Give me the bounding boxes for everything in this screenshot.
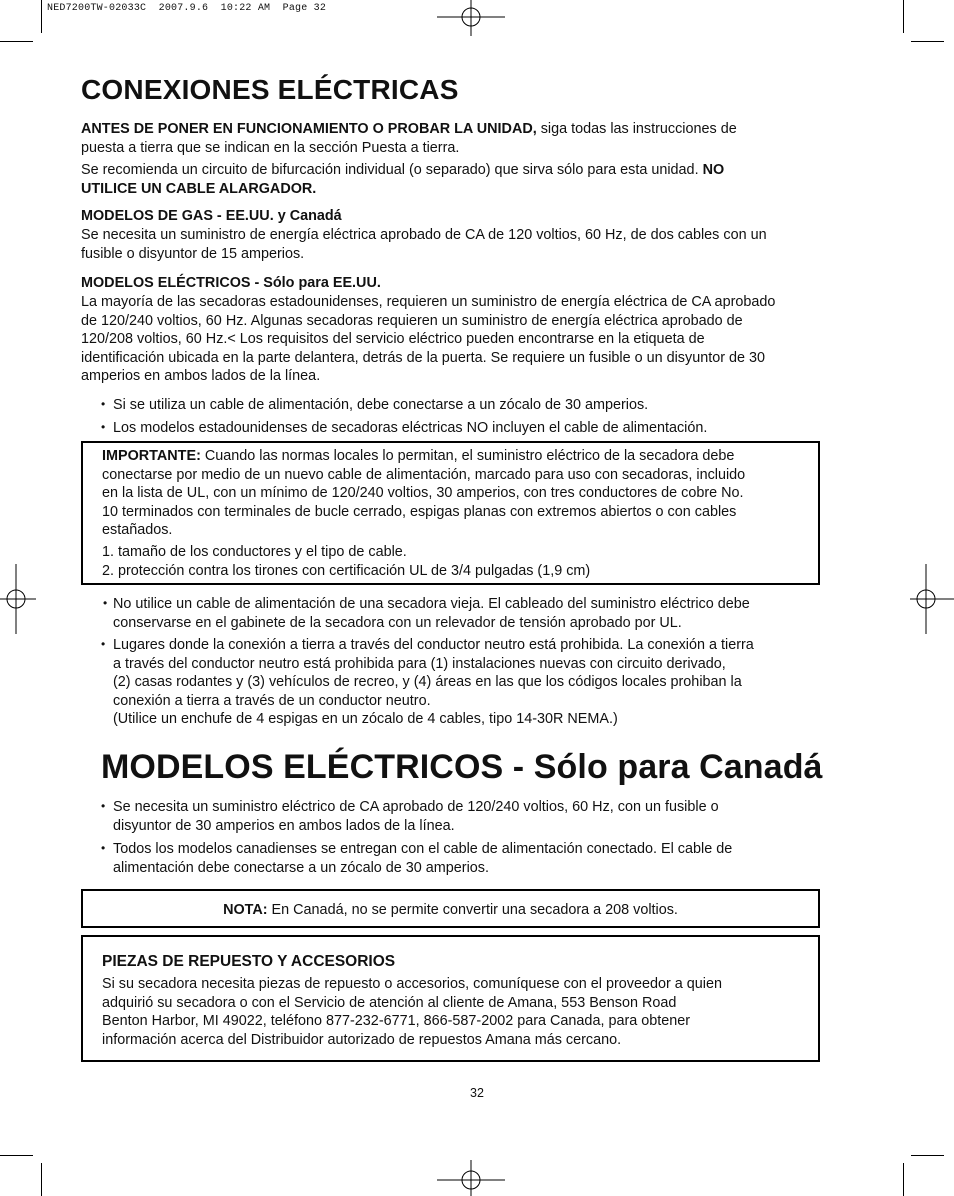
electric-us-line: La mayoría de las secadoras estadounidenses, requieren un suministro de energía eléctrica de CA aprobado — [81, 294, 776, 310]
bullet-text: Los modelos estadounidenses de secadoras eléctricas NO incluyen el cable de alimentación. — [113, 420, 708, 436]
intro-line2: puesta a tierra que se indican en la sección Puesta a tierra. — [81, 139, 460, 156]
circuit-paragraph — [81, 161, 821, 198]
electric-us-line: de 120/240 voltios, 60 Hz. Algunas secadoras requieren un suministro de energía eléctrica aprobado de — [81, 312, 743, 329]
registration-target-top — [437, 0, 505, 36]
important-line: estañados. — [102, 522, 173, 539]
bullet-text: disyuntor de 30 amperios en ambos lados de la línea. — [113, 817, 455, 834]
bullet-marker: • — [101, 420, 106, 434]
bullet-marker: • — [101, 397, 106, 411]
gas-models-heading: MODELOS DE GAS - EE.UU. y Canadá — [81, 208, 342, 224]
important-line: conectarse por medio de un nuevo cable de alimentación, marcado para uso con secadoras, incluido — [102, 466, 746, 483]
important-line: en la lista de UL, con un mínimo de 120/240 voltios, 30 amperios, con tres conductores de cobre No. — [102, 485, 744, 502]
registration-target-right — [910, 564, 954, 634]
bullet-item — [101, 840, 833, 877]
bullet-marker: • — [101, 799, 106, 813]
intro-bold: ANTES DE PONER EN FUNCIONAMIENTO O PROBAR LA UNIDAD, — [81, 121, 537, 137]
bullet-text: Si se utiliza un cable de alimentación, debe conectarse a un zócalo de 30 amperios. — [113, 397, 649, 413]
gas-line1: Se necesita un suministro de energía eléctrica aprobado de CA de 120 voltios, 60 Hz, de dos cables con un — [81, 227, 767, 243]
electric-us-line: amperios en ambos lados de la línea. — [81, 368, 321, 385]
bullet-item — [101, 419, 833, 438]
section-title-canada: MODELOS ELÉCTRICOS - Sólo para Canadá — [101, 748, 823, 786]
bullet-marker: • — [101, 841, 106, 855]
bullet-item — [101, 636, 833, 729]
bullet-item — [101, 798, 833, 835]
bullet-text: conservarse en el gabinete de la secadora con un relevador de tensión aprobado por UL. — [113, 614, 682, 631]
electric-us-line: 120/208 voltios, 60 Hz.< Los requisitos del servicio eléctrico pueden encontrarse en la etiqueta de — [81, 331, 705, 348]
parts-line: Si su secadora necesita piezas de repuesto o accesorios, comuníquese con el proveedor a quien — [102, 976, 722, 992]
bullet-text: (2) casas rodantes y (3) vehículos de recreo, y (4) áreas en las que los códigos locales prohiban la — [113, 674, 742, 691]
important-text — [102, 447, 814, 540]
bullet-text: (Utilice un enchufe de 4 espigas en un zócalo de 4 cables, tipo 14-30R NEMA.) — [113, 711, 618, 728]
note-text — [83, 901, 818, 920]
bullet-text: No utilice un cable de alimentación de una secadora vieja. El cableado del suministro eléctrico debe — [113, 596, 750, 612]
bullet-text: conexión a tierra a través de un conductor neutro. — [113, 692, 431, 709]
bullet-marker: • — [101, 637, 106, 651]
print-slug: NED7200TW-02033C 2007.9.6 10:22 AM Page 32 — [47, 3, 327, 14]
important-list — [102, 543, 814, 580]
parts-line: Benton Harbor, MI 49022, teléfono 877-232-6771, 866-587-2002 para Canada, para obtener — [102, 1013, 691, 1030]
important-list-item: 1. tamaño de los conductores y el tipo de cable. — [102, 544, 407, 560]
bullet-text: Todos los modelos canadienses se entregan con el cable de alimentación conectado. El cable de — [113, 841, 733, 857]
note-body: En Canadá, no se permite convertir una secadora a 208 voltios. — [267, 902, 678, 918]
bullet-item — [103, 595, 833, 632]
important-list-item: 2. protección contra los tirones con certificación UL de 3/4 pulgadas (1,9 cm) — [102, 562, 591, 579]
important-line: Cuando las normas locales lo permitan, el suministro eléctrico de la secadora debe — [200, 448, 735, 464]
bullet-text: Se necesita un suministro eléctrico de CA aprobado de 120/240 voltios, 60 Hz, con un fusible o — [113, 799, 719, 815]
gas-models-text — [81, 226, 841, 263]
parts-text — [102, 975, 814, 1049]
electric-us-heading: MODELOS ELÉCTRICOS - Sólo para EE.UU. — [81, 275, 381, 291]
important-box — [81, 441, 820, 585]
page-number: 32 — [470, 1086, 484, 1100]
section-title-conexiones: CONEXIONES ELÉCTRICAS — [81, 74, 459, 105]
intro-paragraph — [81, 120, 821, 157]
bullet-item — [101, 396, 833, 415]
parts-heading: PIEZAS DE REPUESTO Y ACCESORIOS — [102, 953, 396, 970]
circuit-bold-no: NO — [702, 162, 725, 178]
registration-target-left — [0, 564, 36, 634]
bullet-text: Lugares donde la conexión a tierra a través del conductor neutro está prohibida. La conexión a tierra — [113, 637, 754, 653]
circuit-bold-warning: UTILICE UN CABLE ALARGADOR. — [81, 180, 317, 197]
note-box — [81, 889, 820, 928]
important-label: IMPORTANTE: — [102, 448, 201, 464]
bullet-marker: • — [103, 596, 108, 610]
intro-rest: siga todas las instrucciones de — [536, 121, 737, 137]
parts-line: adquirió su secadora o con el Servicio de atención al cliente de Amana, 553 Benson Road — [102, 994, 677, 1011]
parts-box — [81, 935, 820, 1062]
registration-target-bottom — [437, 1160, 505, 1196]
parts-line: información acerca del Distribuidor autorizado de repuestos Amana más cercano. — [102, 1031, 622, 1048]
circuit-line1: Se recomienda un circuito de bifurcación individual (o separado) que sirva sólo para esta unidad. — [81, 162, 703, 178]
electric-us-line: identificación ubicada en la parte delantera, detrás de la puerta. Se requiere un fusible o un disyuntor de 30 — [81, 349, 766, 366]
electric-us-text — [81, 293, 861, 386]
bullet-text: a través del conductor neutro está prohibida para (1) instalaciones nuevas con circuito derivado, — [113, 655, 726, 672]
gas-line2: fusible o disyuntor de 15 amperios. — [81, 245, 305, 262]
note-label: NOTA: — [223, 902, 268, 918]
bullet-text: alimentación debe conectarse a un zócalo de 30 amperios. — [113, 859, 489, 876]
important-line: 10 terminados con terminales de bucle cerrado, espigas planas con extremos abiertos o con cables — [102, 503, 737, 520]
